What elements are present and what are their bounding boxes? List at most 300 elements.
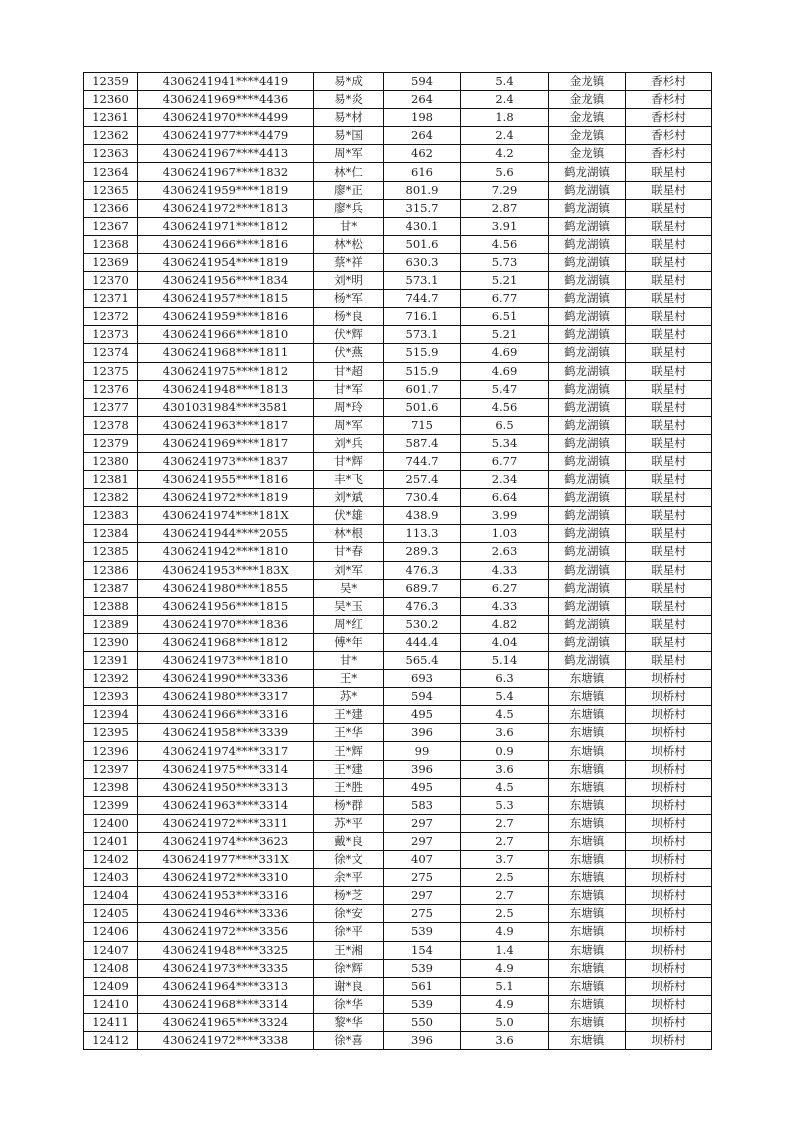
cell-town: 鹤龙湖镇: [549, 471, 626, 489]
cell-amount: 462: [384, 145, 461, 163]
cell-name: 徐*辉: [314, 959, 384, 977]
cell-id-number: 4306241971****1812: [138, 217, 314, 235]
cell-town: 鹤龙湖镇: [549, 434, 626, 452]
cell-amount: 573.1: [384, 326, 461, 344]
cell-village: 联星村: [626, 199, 712, 217]
cell-area: 5.1: [461, 977, 549, 995]
cell-area: 3.6: [461, 724, 549, 742]
cell-town: 鹤龙湖镇: [549, 543, 626, 561]
cell-area: 5.6: [461, 163, 549, 181]
cell-name: 林*仁: [314, 163, 384, 181]
cell-id-number: 4306241972****3310: [138, 869, 314, 887]
cell-id-number: 4306241972****1813: [138, 199, 314, 217]
table-row: [84, 670, 712, 688]
cell-town: 东塘镇: [549, 1013, 626, 1031]
cell-amount: 515.9: [384, 344, 461, 362]
table-row: [84, 1031, 712, 1049]
cell-serial: 12395: [84, 724, 138, 742]
table-row: [84, 959, 712, 977]
cell-serial: 12376: [84, 380, 138, 398]
cell-amount: 630.3: [384, 253, 461, 271]
cell-name: 丰*飞: [314, 471, 384, 489]
cell-id-number: 4306241959****1816: [138, 308, 314, 326]
table-row: [84, 869, 712, 887]
cell-name: 刘*明: [314, 272, 384, 290]
cell-area: 2.34: [461, 471, 549, 489]
cell-area: 3.91: [461, 217, 549, 235]
cell-town: 金龙镇: [549, 73, 626, 91]
cell-id-number: 4306241974****3623: [138, 832, 314, 850]
cell-id-number: 4306241964****3313: [138, 977, 314, 995]
cell-id-number: 4306241966****1816: [138, 235, 314, 253]
cell-village: 坝桥村: [626, 851, 712, 869]
table-row: [84, 217, 712, 235]
cell-amount: 396: [384, 724, 461, 742]
cell-village: 联星村: [626, 253, 712, 271]
cell-village: 联星村: [626, 543, 712, 561]
cell-area: 2.7: [461, 814, 549, 832]
cell-village: 联星村: [626, 181, 712, 199]
cell-amount: 715: [384, 416, 461, 434]
cell-village: 联星村: [626, 163, 712, 181]
cell-amount: 264: [384, 127, 461, 145]
cell-serial: 12383: [84, 507, 138, 525]
cell-town: 鹤龙湖镇: [549, 579, 626, 597]
cell-area: 6.27: [461, 579, 549, 597]
cell-village: 联星村: [626, 217, 712, 235]
cell-village: 坝桥村: [626, 724, 712, 742]
cell-area: 4.9: [461, 959, 549, 977]
table-row: [84, 615, 712, 633]
cell-area: 5.21: [461, 326, 549, 344]
cell-id-number: 4306241948****1813: [138, 380, 314, 398]
table-row: [84, 633, 712, 651]
table-body: [84, 73, 712, 1050]
cell-serial: 12371: [84, 290, 138, 308]
cell-name: 杨*芝: [314, 887, 384, 905]
cell-name: 徐*华: [314, 995, 384, 1013]
cell-amount: 407: [384, 851, 461, 869]
cell-town: 鹤龙湖镇: [549, 235, 626, 253]
cell-village: 坝桥村: [626, 814, 712, 832]
cell-village: 联星村: [626, 380, 712, 398]
cell-serial: 12360: [84, 91, 138, 109]
table-row: [84, 199, 712, 217]
cell-village: 坝桥村: [626, 995, 712, 1013]
cell-name: 易*材: [314, 109, 384, 127]
cell-area: 1.8: [461, 109, 549, 127]
cell-name: 伏*辉: [314, 326, 384, 344]
cell-town: 鹤龙湖镇: [549, 489, 626, 507]
cell-id-number: 4306241954****1819: [138, 253, 314, 271]
table-row: [84, 760, 712, 778]
cell-area: 1.4: [461, 941, 549, 959]
cell-town: 鹤龙湖镇: [549, 272, 626, 290]
cell-area: 5.4: [461, 688, 549, 706]
cell-town: 东塘镇: [549, 724, 626, 742]
cell-id-number: 4306241963****1817: [138, 416, 314, 434]
cell-id-number: 4306241953****3316: [138, 887, 314, 905]
table-row: [84, 452, 712, 470]
cell-area: 1.03: [461, 525, 549, 543]
cell-town: 鹤龙湖镇: [549, 452, 626, 470]
cell-id-number: 4306241942****1810: [138, 543, 314, 561]
cell-name: 周*红: [314, 615, 384, 633]
cell-village: 联星村: [626, 471, 712, 489]
cell-id-number: 4306241974****181X: [138, 507, 314, 525]
cell-town: 鹤龙湖镇: [549, 217, 626, 235]
table-row: [84, 778, 712, 796]
cell-serial: 12385: [84, 543, 138, 561]
cell-name: 周*玲: [314, 398, 384, 416]
cell-amount: 438.9: [384, 507, 461, 525]
cell-name: 杨*军: [314, 290, 384, 308]
cell-town: 金龙镇: [549, 127, 626, 145]
cell-amount: 716.1: [384, 308, 461, 326]
cell-name: 吴*: [314, 579, 384, 597]
cell-amount: 616: [384, 163, 461, 181]
cell-village: 联星村: [626, 633, 712, 651]
cell-amount: 275: [384, 869, 461, 887]
cell-amount: 594: [384, 73, 461, 91]
cell-amount: 113.3: [384, 525, 461, 543]
cell-area: 4.33: [461, 597, 549, 615]
cell-village: 联星村: [626, 452, 712, 470]
cell-village: 坝桥村: [626, 670, 712, 688]
cell-village: 坝桥村: [626, 923, 712, 941]
table-row: [84, 652, 712, 670]
cell-town: 鹤龙湖镇: [549, 163, 626, 181]
cell-serial: 12364: [84, 163, 138, 181]
cell-area: 2.7: [461, 887, 549, 905]
cell-name: 王*胜: [314, 778, 384, 796]
cell-town: 东塘镇: [549, 796, 626, 814]
cell-village: 香杉村: [626, 73, 712, 91]
cell-amount: 539: [384, 959, 461, 977]
cell-amount: 444.4: [384, 633, 461, 651]
cell-name: 易*成: [314, 73, 384, 91]
cell-id-number: 4301031984****3581: [138, 398, 314, 416]
cell-village: 联星村: [626, 652, 712, 670]
cell-serial: 12393: [84, 688, 138, 706]
cell-amount: 550: [384, 1013, 461, 1031]
cell-name: 苏*: [314, 688, 384, 706]
cell-area: 4.9: [461, 995, 549, 1013]
cell-name: 余*平: [314, 869, 384, 887]
cell-name: 甘*: [314, 217, 384, 235]
cell-serial: 12409: [84, 977, 138, 995]
cell-village: 联星村: [626, 398, 712, 416]
cell-serial: 12373: [84, 326, 138, 344]
cell-serial: 12379: [84, 434, 138, 452]
cell-village: 联星村: [626, 597, 712, 615]
table-row: [84, 91, 712, 109]
cell-town: 东塘镇: [549, 941, 626, 959]
cell-town: 鹤龙湖镇: [549, 290, 626, 308]
table-row: [84, 398, 712, 416]
cell-amount: 601.7: [384, 380, 461, 398]
cell-area: 3.99: [461, 507, 549, 525]
cell-name: 杨*群: [314, 796, 384, 814]
cell-town: 鹤龙湖镇: [549, 633, 626, 651]
cell-serial: 12399: [84, 796, 138, 814]
cell-area: 5.3: [461, 796, 549, 814]
cell-area: 4.5: [461, 778, 549, 796]
cell-serial: 12400: [84, 814, 138, 832]
cell-serial: 12398: [84, 778, 138, 796]
cell-area: 6.64: [461, 489, 549, 507]
cell-town: 金龙镇: [549, 109, 626, 127]
cell-area: 3.7: [461, 851, 549, 869]
cell-area: 3.6: [461, 760, 549, 778]
cell-village: 联星村: [626, 362, 712, 380]
cell-town: 鹤龙湖镇: [549, 199, 626, 217]
cell-id-number: 4306241968****1812: [138, 633, 314, 651]
cell-id-number: 4306241973****3335: [138, 959, 314, 977]
cell-town: 鹤龙湖镇: [549, 507, 626, 525]
table-row: [84, 923, 712, 941]
cell-town: 鹤龙湖镇: [549, 380, 626, 398]
cell-id-number: 4306241953****183X: [138, 561, 314, 579]
table-row: [84, 235, 712, 253]
cell-town: 东塘镇: [549, 670, 626, 688]
cell-name: 徐*文: [314, 851, 384, 869]
records-table: [83, 72, 712, 1050]
cell-name: 杨*良: [314, 308, 384, 326]
cell-amount: 583: [384, 796, 461, 814]
cell-village: 坝桥村: [626, 959, 712, 977]
cell-serial: 12392: [84, 670, 138, 688]
cell-name: 徐*平: [314, 923, 384, 941]
cell-id-number: 4306241980****3317: [138, 688, 314, 706]
cell-amount: 315.7: [384, 199, 461, 217]
cell-town: 东塘镇: [549, 869, 626, 887]
cell-area: 2.5: [461, 905, 549, 923]
cell-village: 坝桥村: [626, 887, 712, 905]
cell-id-number: 4306241966****1810: [138, 326, 314, 344]
cell-serial: 12372: [84, 308, 138, 326]
cell-town: 鹤龙湖镇: [549, 181, 626, 199]
cell-id-number: 4306241955****1816: [138, 471, 314, 489]
cell-id-number: 4306241972****3338: [138, 1031, 314, 1049]
cell-town: 东塘镇: [549, 905, 626, 923]
cell-town: 鹤龙湖镇: [549, 597, 626, 615]
cell-village: 坝桥村: [626, 778, 712, 796]
cell-village: 坝桥村: [626, 742, 712, 760]
table-row: [84, 579, 712, 597]
cell-amount: 561: [384, 977, 461, 995]
cell-serial: 12408: [84, 959, 138, 977]
cell-name: 伏*燕: [314, 344, 384, 362]
cell-name: 廖*正: [314, 181, 384, 199]
cell-area: 2.4: [461, 91, 549, 109]
cell-amount: 198: [384, 109, 461, 127]
cell-serial: 12406: [84, 923, 138, 941]
cell-serial: 12378: [84, 416, 138, 434]
cell-name: 甘*春: [314, 543, 384, 561]
table-row: [84, 290, 712, 308]
cell-amount: 264: [384, 91, 461, 109]
table-row: [84, 688, 712, 706]
cell-town: 东塘镇: [549, 851, 626, 869]
cell-village: 香杉村: [626, 109, 712, 127]
cell-village: 坝桥村: [626, 905, 712, 923]
cell-id-number: 4306241959****1819: [138, 181, 314, 199]
cell-amount: 744.7: [384, 452, 461, 470]
cell-name: 徐*安: [314, 905, 384, 923]
cell-area: 5.14: [461, 652, 549, 670]
cell-area: 6.77: [461, 290, 549, 308]
cell-id-number: 4306241958****3339: [138, 724, 314, 742]
cell-village: 联星村: [626, 434, 712, 452]
table-row: [84, 127, 712, 145]
cell-town: 鹤龙湖镇: [549, 344, 626, 362]
table-row: [84, 832, 712, 850]
cell-serial: 12362: [84, 127, 138, 145]
cell-name: 刘*兵: [314, 434, 384, 452]
table-row: [84, 362, 712, 380]
table-row: [84, 416, 712, 434]
cell-amount: 154: [384, 941, 461, 959]
cell-village: 联星村: [626, 561, 712, 579]
cell-amount: 476.3: [384, 561, 461, 579]
cell-id-number: 4306241977****331X: [138, 851, 314, 869]
cell-village: 联星村: [626, 615, 712, 633]
cell-name: 傅*年: [314, 633, 384, 651]
table-row: [84, 181, 712, 199]
cell-area: 4.69: [461, 362, 549, 380]
cell-town: 东塘镇: [549, 995, 626, 1013]
cell-amount: 801.9: [384, 181, 461, 199]
cell-id-number: 4306241980****1855: [138, 579, 314, 597]
cell-village: 联星村: [626, 525, 712, 543]
cell-village: 联星村: [626, 272, 712, 290]
cell-area: 4.33: [461, 561, 549, 579]
cell-town: 东塘镇: [549, 923, 626, 941]
table-row: [84, 109, 712, 127]
cell-town: 鹤龙湖镇: [549, 652, 626, 670]
cell-serial: 12377: [84, 398, 138, 416]
cell-name: 王*: [314, 670, 384, 688]
cell-serial: 12382: [84, 489, 138, 507]
cell-amount: 565.4: [384, 652, 461, 670]
cell-serial: 12389: [84, 615, 138, 633]
cell-id-number: 4306241948****3325: [138, 941, 314, 959]
cell-amount: 539: [384, 923, 461, 941]
cell-amount: 539: [384, 995, 461, 1013]
cell-area: 5.4: [461, 73, 549, 91]
cell-amount: 594: [384, 688, 461, 706]
cell-serial: 12368: [84, 235, 138, 253]
cell-area: 4.2: [461, 145, 549, 163]
cell-serial: 12402: [84, 851, 138, 869]
cell-amount: 396: [384, 760, 461, 778]
cell-area: 5.34: [461, 434, 549, 452]
cell-serial: 12394: [84, 706, 138, 724]
cell-serial: 12397: [84, 760, 138, 778]
cell-name: 甘*军: [314, 380, 384, 398]
cell-village: 联星村: [626, 507, 712, 525]
cell-amount: 396: [384, 1031, 461, 1049]
cell-serial: 12365: [84, 181, 138, 199]
cell-village: 坝桥村: [626, 869, 712, 887]
cell-village: 坝桥村: [626, 1031, 712, 1049]
cell-name: 王*湘: [314, 941, 384, 959]
cell-id-number: 4306241990****3336: [138, 670, 314, 688]
cell-id-number: 4306241972****3311: [138, 814, 314, 832]
cell-name: 蔡*祥: [314, 253, 384, 271]
cell-serial: 12410: [84, 995, 138, 1013]
cell-serial: 12390: [84, 633, 138, 651]
table-row: [84, 706, 712, 724]
cell-name: 甘*超: [314, 362, 384, 380]
cell-town: 鹤龙湖镇: [549, 525, 626, 543]
cell-amount: 587.4: [384, 434, 461, 452]
cell-village: 坝桥村: [626, 688, 712, 706]
cell-area: 2.4: [461, 127, 549, 145]
cell-amount: 99: [384, 742, 461, 760]
cell-serial: 12387: [84, 579, 138, 597]
cell-area: 6.3: [461, 670, 549, 688]
cell-serial: 12386: [84, 561, 138, 579]
table-row: [84, 814, 712, 832]
cell-town: 东塘镇: [549, 977, 626, 995]
cell-serial: 12403: [84, 869, 138, 887]
table-row: [84, 724, 712, 742]
cell-serial: 12391: [84, 652, 138, 670]
cell-name: 苏*平: [314, 814, 384, 832]
cell-amount: 515.9: [384, 362, 461, 380]
cell-town: 东塘镇: [549, 706, 626, 724]
cell-village: 坝桥村: [626, 1013, 712, 1031]
cell-village: 坝桥村: [626, 760, 712, 778]
cell-id-number: 4306241956****1834: [138, 272, 314, 290]
cell-village: 联星村: [626, 579, 712, 597]
cell-town: 东塘镇: [549, 959, 626, 977]
cell-area: 4.82: [461, 615, 549, 633]
cell-amount: 689.7: [384, 579, 461, 597]
cell-serial: 12396: [84, 742, 138, 760]
cell-name: 王*辉: [314, 742, 384, 760]
cell-town: 鹤龙湖镇: [549, 416, 626, 434]
cell-area: 5.73: [461, 253, 549, 271]
cell-area: 0.9: [461, 742, 549, 760]
cell-town: 鹤龙湖镇: [549, 326, 626, 344]
cell-id-number: 4306241965****3324: [138, 1013, 314, 1031]
cell-village: 联星村: [626, 489, 712, 507]
cell-name: 林*松: [314, 235, 384, 253]
table-row: [84, 163, 712, 181]
cell-id-number: 4306241975****3314: [138, 760, 314, 778]
cell-amount: 297: [384, 887, 461, 905]
cell-town: 东塘镇: [549, 688, 626, 706]
cell-town: 金龙镇: [549, 91, 626, 109]
table-row: [84, 887, 712, 905]
cell-amount: 501.6: [384, 398, 461, 416]
cell-town: 东塘镇: [549, 832, 626, 850]
cell-serial: 12384: [84, 525, 138, 543]
cell-village: 香杉村: [626, 127, 712, 145]
cell-serial: 12411: [84, 1013, 138, 1031]
cell-id-number: 4306241974****3317: [138, 742, 314, 760]
cell-serial: 12380: [84, 452, 138, 470]
cell-village: 联星村: [626, 235, 712, 253]
cell-id-number: 4306241966****3316: [138, 706, 314, 724]
cell-area: 4.56: [461, 235, 549, 253]
cell-area: 6.5: [461, 416, 549, 434]
cell-id-number: 4306241957****1815: [138, 290, 314, 308]
cell-id-number: 4306241963****3314: [138, 796, 314, 814]
